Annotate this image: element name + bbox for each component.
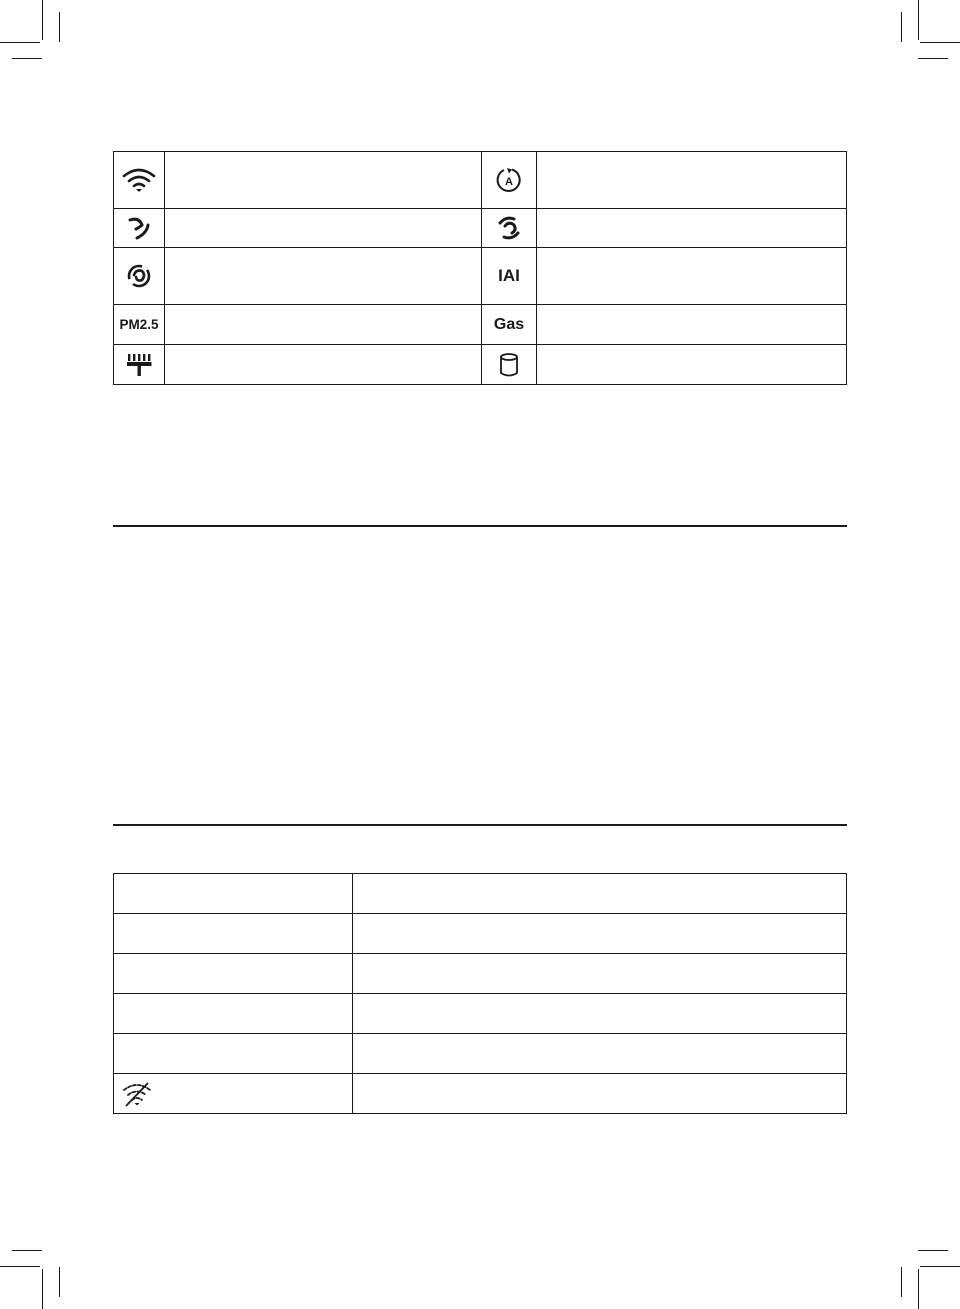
table-cell <box>353 994 847 1034</box>
icon-cell <box>482 152 537 209</box>
crop-mark <box>901 12 902 42</box>
icon-cell <box>482 209 537 248</box>
table-row <box>114 152 847 209</box>
gas-text-icon: Gas <box>493 315 525 333</box>
crop-mark <box>42 1269 43 1309</box>
crop-mark <box>0 42 40 43</box>
crop-mark <box>42 0 43 40</box>
icon-cell <box>482 345 537 385</box>
auto-mode-icon <box>482 166 536 194</box>
icon-cell <box>114 345 165 385</box>
section-divider <box>113 525 847 527</box>
crop-mark <box>920 1266 960 1267</box>
table-row <box>114 914 847 954</box>
table-cell <box>353 1074 847 1114</box>
icon-legend-table <box>113 151 847 385</box>
filter-cylinder-icon <box>482 352 536 378</box>
table-cell <box>114 874 353 914</box>
crop-mark <box>901 1267 902 1297</box>
pm25-text-icon: PM2.5 <box>119 316 159 332</box>
icon-cell <box>482 248 537 305</box>
crop-mark <box>918 1269 919 1309</box>
crop-mark <box>918 0 919 40</box>
icon-cell <box>114 209 165 248</box>
icon-cell <box>114 152 165 209</box>
icon-cell <box>114 305 165 345</box>
icon-cell <box>114 248 165 305</box>
description-cell <box>165 152 482 209</box>
crop-mark <box>59 1267 60 1297</box>
svg-text:A: A <box>505 176 513 188</box>
crop-mark <box>920 42 960 43</box>
table-cell <box>353 954 847 994</box>
description-cell <box>537 152 847 209</box>
table-row <box>114 248 847 305</box>
icon-cell <box>482 305 537 345</box>
description-cell <box>537 248 847 305</box>
table-row <box>114 209 847 248</box>
table-row <box>114 1074 847 1114</box>
table-row <box>114 954 847 994</box>
wifi-icon <box>114 167 164 193</box>
crop-mark <box>918 58 948 59</box>
crop-mark <box>59 12 60 42</box>
table-row <box>114 1034 847 1074</box>
table-cell <box>353 914 847 954</box>
description-cell <box>165 345 482 385</box>
description-cell <box>537 345 847 385</box>
section-divider <box>113 824 847 826</box>
table-cell <box>114 1034 353 1074</box>
fan-speed-low-icon <box>114 215 164 241</box>
description-cell <box>165 209 482 248</box>
description-cell <box>537 209 847 248</box>
table-cell <box>114 914 353 954</box>
troubleshooting-table <box>113 873 847 1114</box>
table-row <box>114 345 847 385</box>
fan-speed-medium-icon <box>482 215 536 241</box>
table-cell <box>353 1034 847 1074</box>
description-cell <box>165 248 482 305</box>
table-cell <box>114 954 353 994</box>
table-cell <box>353 874 847 914</box>
table-cell <box>114 1074 353 1114</box>
table-row <box>114 994 847 1034</box>
crop-mark <box>12 58 42 59</box>
table-cell <box>114 994 353 1034</box>
fan-speed-high-icon <box>114 263 164 289</box>
iai-text-icon: IAI <box>498 266 520 285</box>
crop-mark <box>918 1250 948 1251</box>
filter-brush-icon <box>114 353 164 377</box>
description-cell <box>537 305 847 345</box>
crop-mark <box>0 1266 40 1267</box>
crop-mark <box>12 1250 42 1251</box>
wifi-off-icon <box>122 1081 152 1107</box>
table-row <box>114 305 847 345</box>
table-row <box>114 874 847 914</box>
description-cell <box>165 305 482 345</box>
